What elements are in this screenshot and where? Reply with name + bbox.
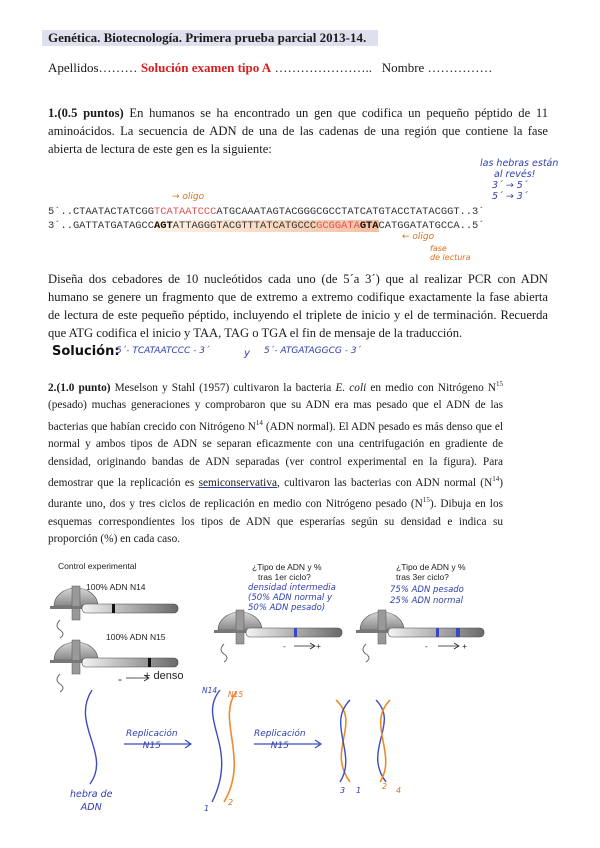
q2-sup14-a: 14 — [255, 418, 263, 427]
band-cycle3-heavy — [456, 628, 460, 637]
replication-label-1 — [126, 728, 178, 752]
question-1-instructions: Diseña dos cebadores de 10 nucleótidos cada uno (de 5´a 3´) que al realizar PCR con ADN humano se genere un fragmento que de extremo a extremo codifique exactamente la fase abierta de lectura de este pequeño péptido, incluyendo el triplete de inicio y el de terminación. Recuerda que ATG codifica el inicio y TAA, TAG o TGA el fin de mensaje de la traducción. — [48, 272, 548, 340]
exam-title: Genética. Biotecnología. Primera prueba parcial 2013-14. — [42, 30, 378, 46]
seq1-red: TCATAATCCC — [154, 206, 217, 218]
sequence-strand-1 — [48, 206, 485, 218]
q2-sup15-a: 15 — [496, 380, 504, 388]
strand-number-3a: 3 — [340, 786, 346, 795]
q2-ecoli: E. coli — [335, 381, 367, 394]
replication-label-2 — [254, 728, 306, 752]
strand-4b — [380, 700, 390, 782]
oligo-note-bottom: ← oligo — [402, 232, 435, 242]
primer-y: y — [244, 348, 250, 359]
band-cycle1 — [294, 628, 297, 637]
strand-number-2b: 2 — [382, 782, 388, 791]
strand-2-new — [224, 692, 236, 802]
solution-label: Solución examen tipo A — [140, 60, 272, 75]
cycle1-question — [252, 562, 322, 582]
cycle3-a-line1: 75% ADN pesado — [390, 585, 464, 595]
cycle3-minus: - — [425, 641, 428, 651]
rep2-n15: N15 — [270, 741, 289, 751]
cycle3-q-line1: ¿Tipo de ADN y % — [396, 562, 466, 572]
cycle3-a-line2: 25% ADN normal — [390, 596, 463, 606]
seq2-start: AGT — [154, 220, 173, 232]
fase-note — [430, 244, 470, 262]
q2-sup15-b: 15 — [422, 496, 430, 505]
q2-text-a: Meselson y Stahl (1957) cultivaron la bacteria — [114, 381, 332, 394]
hebra-label — [70, 788, 113, 814]
hebra-line2: ADN — [80, 802, 102, 813]
single-strand — [85, 690, 96, 784]
band-cycle3-light — [436, 628, 439, 637]
q2-number: 2.(1.0 punto) — [48, 381, 111, 394]
sequence-strand-2 — [48, 220, 485, 232]
q2-text-g: ). Dibuja en los esquemas correspondientes los tipos de ADN que esperarías según su densidad e indica su proporción (%) en cada caso. — [48, 498, 503, 546]
question-1 — [48, 104, 548, 158]
reves-note — [480, 158, 592, 202]
primer-1: 5´- TCATAATCCC - 3´ — [116, 346, 210, 356]
apellidos-label: Apellidos……… — [48, 60, 138, 75]
rotor-cycle1 — [214, 610, 342, 662]
cycle1-answer — [248, 583, 336, 613]
dots: ………………….. — [274, 60, 372, 75]
cycle1-plus: + — [316, 641, 321, 651]
seq2-b: CATGGATATGCCA..5´ — [378, 220, 485, 232]
seq2-stop: GTA — [359, 220, 379, 232]
n15-strand-label: N15 — [228, 690, 244, 699]
strand-number-1b: 1 — [356, 786, 362, 795]
q2-text-d: (ADN normal). El ADN pesado es más denso que el normal y ambos tipos de ADN se separan eficazmente con una centrifugación en gradiente de densidad, originando bandas de ADN separadas (ver control experimental en la figura). Para demostrar que la replicación es — [48, 420, 503, 489]
cycle1-a-line3: 50% ADN pesado) — [248, 603, 326, 613]
cycle3-answer — [390, 585, 464, 607]
hebra-line1: hebra de — [70, 789, 113, 800]
q2-text-f: ) durante uno, dos y tres ciclos de replicación en medio con Nitrógeno pesado (N — [48, 476, 503, 511]
cycle1-minus: - — [283, 641, 286, 651]
minus-label: - — [118, 672, 122, 686]
seq1-b: ATGCAAATAGTACGGGCGCCTATCATGTACCTATACGGT..3´ — [216, 206, 485, 218]
denso-label: + denso — [144, 670, 184, 682]
seq2-orf: ATTAGGGTACGTTTATCATGCCC — [172, 220, 317, 232]
tube-control-n14 — [82, 604, 178, 613]
q2-sup14-b: 14 — [492, 475, 500, 484]
strand-number-1: 1 — [204, 804, 210, 813]
band-n14 — [112, 604, 115, 613]
reves-line-2: al revés! — [494, 169, 536, 180]
q2-text-b: en medio con Nitrógeno N — [370, 381, 497, 394]
q1-number: 1.(0.5 puntos) — [48, 106, 124, 120]
adn15-label: 100% ADN N15 — [106, 632, 166, 642]
rotor-cycle3 — [356, 610, 484, 662]
n14-strand-label: N14 — [202, 686, 218, 695]
seq2-a: 3´..GATTATGATAGCC — [48, 220, 155, 232]
name-line — [48, 60, 493, 76]
control-label: Control experimental — [58, 561, 137, 571]
cycle3-q-line2: tras 3er ciclo? — [396, 572, 449, 582]
oligo-note-top: → oligo — [172, 192, 205, 202]
strand-number-2: 2 — [228, 798, 234, 807]
q2-semicons: semiconservativa — [198, 476, 277, 489]
cycle3-question — [396, 562, 466, 582]
solucion-label: Solución: — [52, 344, 120, 359]
band-n15 — [148, 658, 151, 667]
nombre-label: Nombre …………… — [381, 60, 493, 75]
reves-line-3: 3´ → 5´ — [492, 180, 528, 191]
cycle1-q-line2: tras 1er ciclo? — [258, 572, 311, 582]
strand-number-4: 4 — [396, 786, 402, 795]
primer-2: 5´- ATGATAGGCG - 3´ — [264, 346, 362, 356]
rotor-top — [50, 586, 178, 638]
rep2-word: Replicación — [254, 729, 306, 739]
cycle1-a-line2: (50% ADN normal y — [248, 593, 332, 603]
cycle1-q-line1: ¿Tipo de ADN y % — [252, 562, 322, 572]
cycle3-plus: + — [462, 641, 467, 651]
rep1-n15: N15 — [142, 741, 161, 751]
question-2 — [48, 376, 503, 549]
seq2-red: GCGGATA — [316, 220, 360, 232]
tube-control-n15 — [82, 658, 178, 667]
q2-text-e: , cultivaron las bacterias con ADN normal (N — [276, 476, 493, 489]
rep1-word: Replicación — [126, 729, 178, 739]
reves-line-1: las hebras están — [480, 158, 559, 169]
q1-text: En humanos se ha encontrado un gen que codifica un pequeño péptido de 11 aminoácidos. La secuencia de ADN de una de las cadenas de una región que contiene la fase abierta de lectura de este gen es la siguiente: — [48, 106, 548, 156]
de-lectura-word: de lectura — [430, 253, 471, 262]
seq1-a: 5´..CTAATACTATCGG — [48, 206, 155, 218]
fase-word: fase — [430, 244, 447, 253]
adn14-label: 100% ADN N14 — [86, 582, 146, 592]
cycle1-a-line1: densidad intermedia — [248, 583, 336, 593]
reves-line-4: 5´ → 3´ — [492, 191, 528, 202]
q2-text-c: (pesado) muchas generaciones y comprobaron que su ADN era mas pesado que el ADN de las bacterias que habían crecido con Nitrógeno N — [48, 399, 503, 433]
strand-1 — [212, 690, 222, 802]
